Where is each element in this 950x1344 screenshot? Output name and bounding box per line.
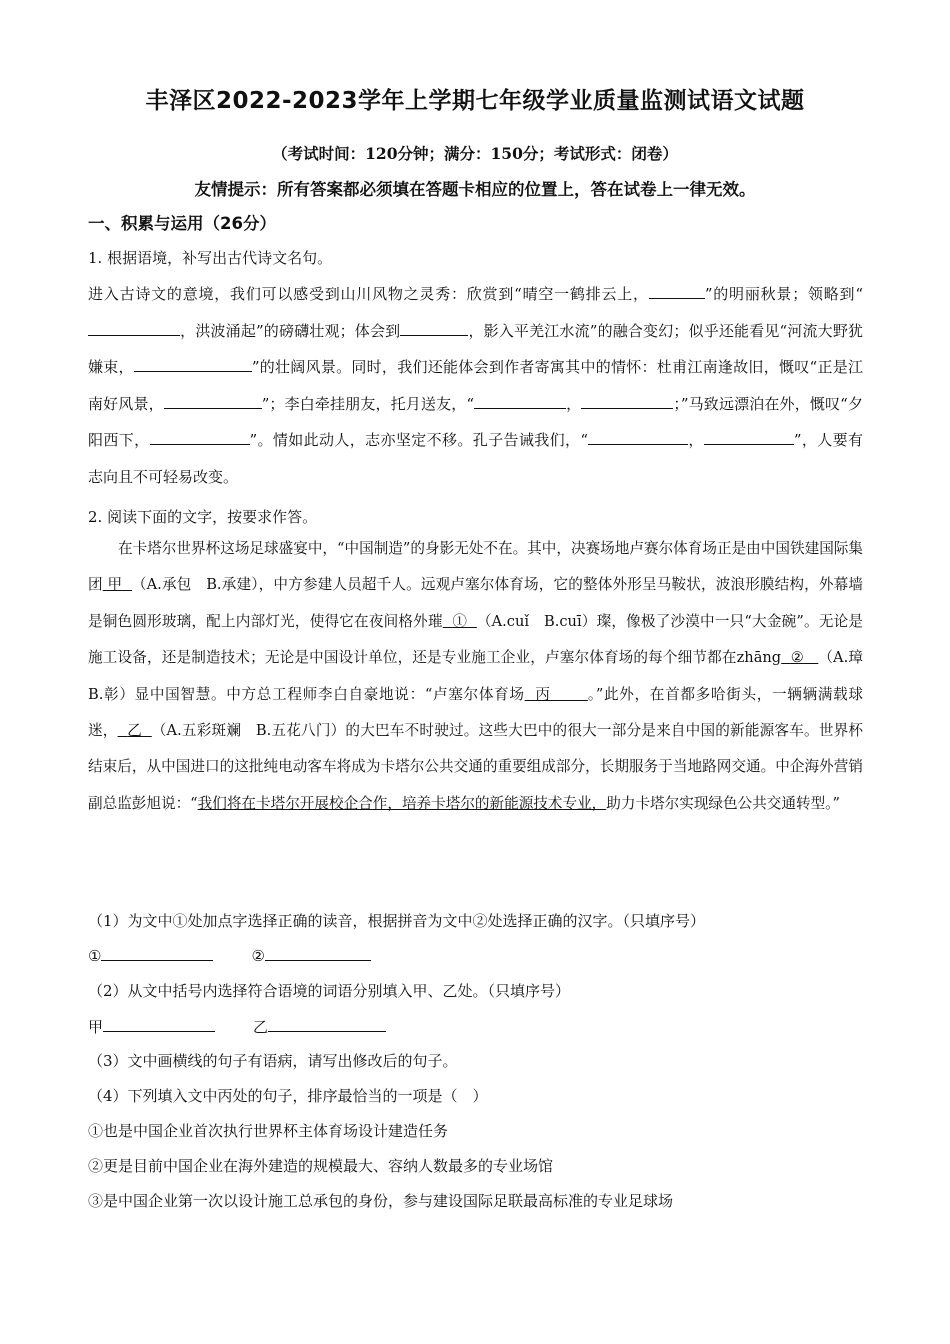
q1-blank[interactable]: [150, 430, 250, 445]
option-2: ②更是目前中国企业在海外建造的规模最大、容纳人数最多的专业场馆: [88, 1157, 554, 1175]
q1-text: ”，人要有志向且不可轻易改变。: [88, 431, 863, 486]
q1-text: ；”马致远漂泊在外，慨叹“夕阳西下，: [88, 394, 863, 449]
subquestion-1: （1）为文中①处加点字选择正确的读音，根据拼音为文中②处选择正确的汉字。（只填序号）: [88, 912, 706, 930]
friendly-tip: 友情提示：所有答案都必须填在答题卡相应的位置上，答在试卷上一律无效。: [194, 180, 756, 199]
q1-text: 进入古诗文的意境，我们可以感受到山川风物之灵秀：欣赏到“晴空一鹤排云上，: [88, 285, 649, 303]
passage-text: （A.五彩斑斓 B.五花八门）的大巴车不时驶过。这些大巴中的很大一部分是来自中国的新能源客车。世界杯结束后，从中国进口的这批纯电动客车将成为卡塔尔公共交通的重要组成部分，长期服务于当地路网交通。中企海外营销副总监彭旭说：“: [88, 722, 863, 812]
q1-blank[interactable]: [649, 284, 705, 299]
q1-blank[interactable]: [474, 394, 566, 409]
q1-blank[interactable]: [704, 430, 794, 445]
answer-blank[interactable]: [103, 1017, 215, 1032]
q1-text: ”的壮阔风景。同时，我们还能体会到作者寄寓其中的情怀：杜甫江南逢故旧，慨叹“正是江南好风景，: [88, 358, 863, 413]
passage-text: 。”此外，在首都多哈街头，一辆辆满载球迷，: [88, 685, 863, 740]
q1-blank[interactable]: [400, 321, 468, 336]
subquestion-3: （3）文中画横线的句子有语病，请写出修改后的句子。: [88, 1052, 458, 1070]
faulty-sentence: 我们将在卡塔尔开展校企合作，培养卡塔尔的新能源技术专业，: [197, 794, 607, 812]
answer-label: 甲: [88, 1018, 104, 1036]
option-3: ③是中国企业第一次以设计施工总承包的身份，参与建设国际足联最高标准的专业足球场: [88, 1192, 674, 1210]
q1-text: ”；李白牵挂朋友，托月送友，“: [261, 394, 475, 413]
answer-label: ①: [88, 947, 102, 965]
answer-line-2: [88, 1016, 424, 1037]
q1-text: ，洪波涌起”的磅礴壮观；体会到: [180, 321, 401, 340]
q1-text: ”的明丽秋景；领略到“: [704, 285, 863, 303]
page-title: 丰泽区2022-2023学年上学期七年级学业质量监测试语文试题: [145, 88, 805, 114]
subquestion-2: （2）从文中括号内选择符合语境的词语分别填入甲、乙处。（只填序号）: [88, 982, 571, 1000]
blank-jia: 甲: [107, 576, 123, 594]
passage-text: （A.承包 B.承建），中方参建人员超千人。远观卢塞尔体育场，它的整体外形呈马鞍状，波浪形膜结构，外幕墙是铜色圆形玻璃，配上内部灯光，使得它在夜间格外璀: [88, 576, 863, 630]
blank-bing: 丙: [535, 685, 551, 703]
answer-blank[interactable]: [101, 946, 213, 961]
q1-blank[interactable]: [588, 430, 688, 445]
answer-blank[interactable]: [268, 1017, 386, 1032]
passage-text: 助力卡塔尔实现绿色公共交通转型。”: [606, 794, 840, 812]
q1-text: ，影入平羌江水流”的融合变幻；似乎还能看见“河流大野犹嫌束，: [88, 321, 864, 376]
question-2-stem: 2. 阅读下面的文字，按要求作答。: [88, 508, 318, 526]
q1-blank[interactable]: [164, 394, 262, 409]
answer-line-1: [88, 946, 409, 965]
answer-label: 乙: [253, 1018, 269, 1036]
blank-yi: 乙: [127, 722, 143, 740]
q1-text: ”。情如此动人，志亦坚定不移。孔子告诫我们，“: [249, 431, 589, 449]
question-1-paragraph: [88, 276, 863, 495]
blank-marker-1: ①: [452, 612, 468, 630]
q1-blank[interactable]: [88, 321, 180, 336]
exam-info: （考试时间：120分钟；满分：150分；考试形式：闭卷）: [272, 144, 678, 163]
q1-blank[interactable]: [581, 394, 673, 409]
q1-text: ，: [566, 394, 582, 413]
passage-text: 在卡塔尔世界杯这场足球盛宴中，“中国制造”的身影无处不在。其中，决赛场地卢赛尔体育场正是由中国铁建国际集团: [88, 540, 863, 594]
q1-blank[interactable]: [134, 357, 252, 372]
reading-passage: [88, 531, 878, 822]
answer-blank[interactable]: [265, 946, 371, 961]
answer-label: ②: [251, 947, 265, 965]
subquestion-4: （4）下列填入文中丙处的句子，排序最恰当的一项是（ ）: [88, 1087, 488, 1105]
blank-marker-2: ②: [790, 649, 804, 667]
q1-text: ，: [688, 431, 704, 449]
passage-text: （A.cuǐ B.cuī）璨，像极了沙漠中一只“大金碗”。无论是施工设备，还是制造技术；无论是中国设计单位，还是专业施工企业，卢塞尔体育场的每个细节都在zhāng: [88, 612, 863, 667]
section-heading: 一、积累与运用（26分）: [88, 214, 276, 233]
option-1: ①也是中国企业首次执行世界杯主体育场设计建造任务: [88, 1122, 449, 1140]
question-1-stem: 1. 根据语境，补写出古代诗文名句。: [88, 249, 333, 267]
passage-text: （A.璋 B.彰）显中国智慧。中方总工程师李白自豪地说：“卢塞尔体育场: [88, 649, 878, 703]
